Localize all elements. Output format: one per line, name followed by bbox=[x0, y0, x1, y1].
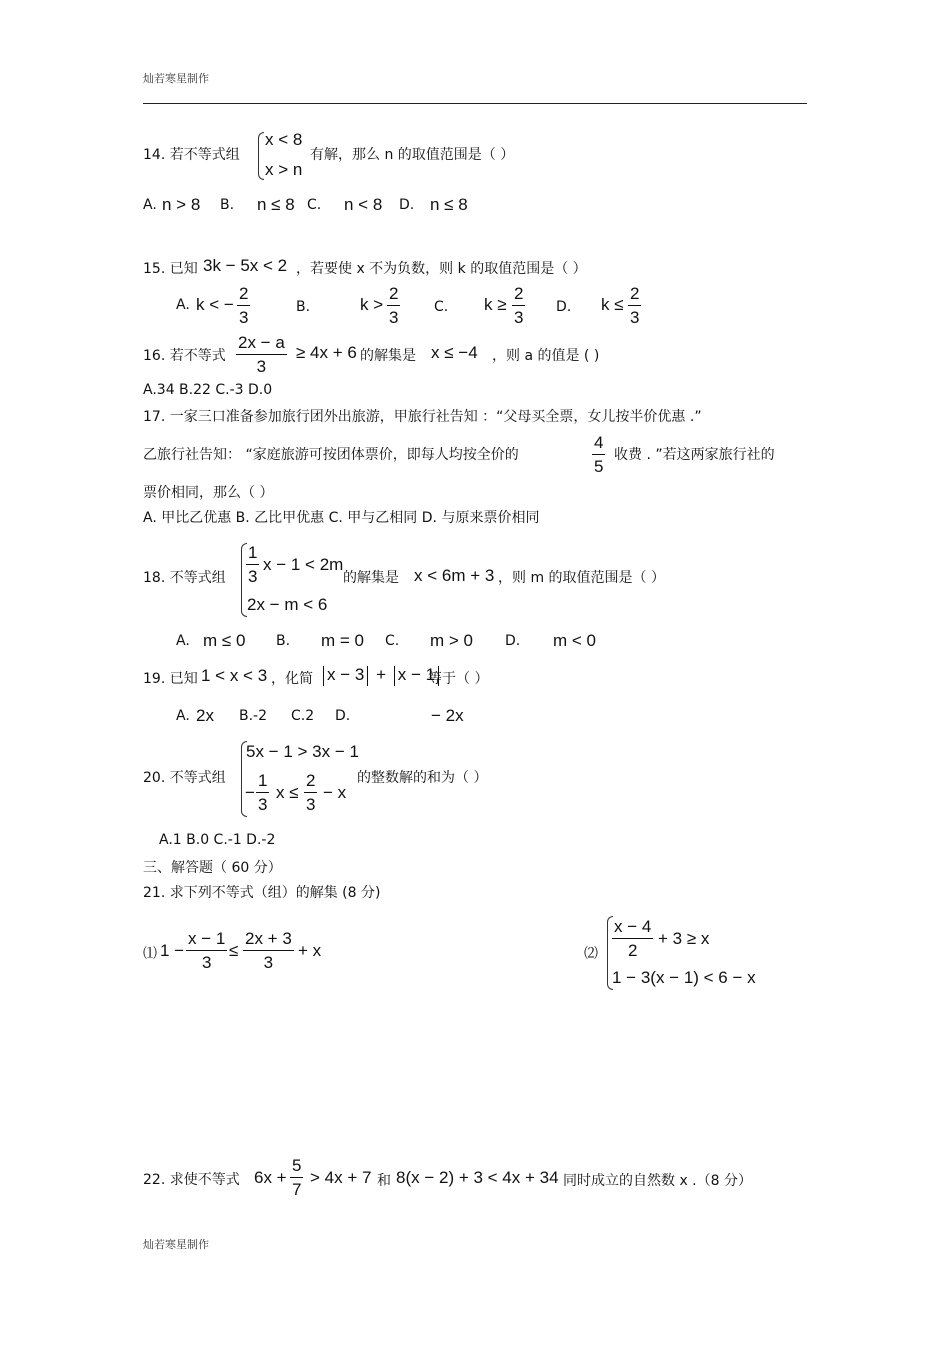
q20-l-frac bbox=[256, 771, 269, 814]
q15-c-num: 2 bbox=[512, 284, 525, 306]
q14-suffix: 有解，那么 n 的取值范围是（ ） bbox=[310, 147, 515, 163]
q18-option-b: m = 0 bbox=[321, 631, 364, 650]
q19-abs2: x − 1 bbox=[397, 665, 436, 684]
q19-plus: + bbox=[376, 665, 387, 684]
q18-option-c: m > 0 bbox=[430, 631, 473, 650]
q20-r-den: 3 bbox=[306, 795, 316, 814]
q22-e1-pre: 6x + bbox=[254, 1168, 287, 1187]
q14-a-label: A. bbox=[143, 197, 157, 213]
q15-d-num: 2 bbox=[628, 284, 641, 306]
q17-line2-post: 收费 . ”若这两家旅行社的 bbox=[614, 447, 775, 463]
q16-num: 2x − a bbox=[236, 333, 287, 355]
q22-e1-den: 7 bbox=[292, 1180, 302, 1199]
section3-title: 三、解答题（ 60 分） bbox=[143, 860, 282, 876]
q22-prefix: 22. 求使不等式 bbox=[143, 1172, 240, 1188]
q19-abs-expr bbox=[320, 665, 442, 686]
q16-mid: ≥ 4x + 6 bbox=[296, 343, 357, 362]
q17-line3: 票价相同，那么（ ） bbox=[143, 485, 274, 501]
q18-b-label: B. bbox=[276, 633, 291, 649]
q19-option-b: B.-2 bbox=[239, 708, 268, 724]
q16-text: 的解集是 bbox=[360, 348, 416, 364]
q22-e1-num: 5 bbox=[290, 1156, 303, 1178]
q19-option-a: 2x bbox=[196, 706, 214, 725]
q15-d-label: D. bbox=[556, 299, 572, 315]
q20-sys1: 5x − 1 > 3x − 1 bbox=[246, 742, 359, 761]
q21-p1-frac2 bbox=[243, 929, 294, 972]
q16-options: A.34 B.22 C.-3 D.0 bbox=[143, 382, 273, 398]
q16-den: 3 bbox=[256, 357, 267, 376]
q15-a-pre: k < − bbox=[196, 295, 234, 314]
q19-condition: 1 < x < 3 bbox=[201, 666, 268, 685]
q21-p2-frac bbox=[612, 917, 653, 960]
q14-b-label: B. bbox=[220, 197, 235, 213]
q18-d-label: D. bbox=[505, 633, 521, 649]
q15-c-pre: k ≥ bbox=[484, 295, 507, 314]
q16-frac bbox=[236, 333, 287, 376]
q18-sys2: 2x − m < 6 bbox=[247, 595, 328, 614]
abs-bar bbox=[323, 666, 324, 686]
q20-r-frac bbox=[304, 771, 317, 814]
q15-c-den: 3 bbox=[514, 308, 524, 327]
footer-maker: 灿若寒星制作 bbox=[143, 1238, 209, 1251]
header-rule bbox=[143, 103, 807, 104]
q15-b-den: 3 bbox=[389, 308, 399, 327]
header-maker: 灿若寒星制作 bbox=[143, 72, 209, 85]
q20-l-num: 1 bbox=[256, 771, 269, 793]
q20-suffix: 的整数解的和为（ ） bbox=[357, 770, 488, 786]
q15-d-den: 3 bbox=[630, 308, 640, 327]
q15-c-label: C. bbox=[434, 299, 449, 315]
q15-b-frac bbox=[387, 284, 400, 327]
q15-a-label: A. bbox=[176, 297, 190, 313]
q21-p2-post: + 3 ≥ x bbox=[658, 929, 710, 948]
q19-abs1: x − 3 bbox=[327, 665, 365, 684]
q22-e2: 8(x − 2) + 3 < 4x + 34 bbox=[396, 1168, 559, 1187]
q15-prefix: 15. 已知 bbox=[143, 261, 198, 277]
q21-p2-num: x − 4 bbox=[612, 917, 653, 939]
q15-a-frac bbox=[237, 284, 250, 327]
q15-c-frac bbox=[512, 284, 525, 327]
q15-a-den: 3 bbox=[239, 308, 249, 327]
q18-a-label: A. bbox=[176, 633, 190, 649]
q19-option-d: − 2x bbox=[431, 706, 464, 725]
q18-suffix: ，则 m 的取值范围是（ ） bbox=[498, 570, 665, 586]
q18-c-label: C. bbox=[385, 633, 400, 649]
q14-option-b: n ≤ 8 bbox=[257, 195, 295, 214]
q15-suffix: ，若要使 x 不为负数，则 k 的取值范围是（ ） bbox=[296, 261, 587, 277]
q20-l-pre: − bbox=[245, 783, 255, 802]
abs-bar bbox=[394, 666, 395, 686]
q17-frac-den: 5 bbox=[594, 457, 604, 476]
q21-p1-le: ≤ bbox=[229, 941, 239, 960]
q19-prefix: 19. 已知 bbox=[143, 671, 198, 687]
q14-option-d: n ≤ 8 bbox=[430, 195, 468, 214]
q19-option-c: C.2 bbox=[291, 708, 315, 724]
q19-mid: ，化简 bbox=[271, 671, 313, 687]
q17-frac-num: 4 bbox=[592, 433, 605, 455]
q18-option-d: m < 0 bbox=[553, 631, 596, 650]
q15-b-pre: k > bbox=[360, 295, 384, 314]
q15-b-label: B. bbox=[296, 299, 311, 315]
q20-r-num: 2 bbox=[304, 771, 317, 793]
q14-prefix: 14. 若不等式组 bbox=[143, 147, 240, 163]
q14-option-a: n > 8 bbox=[162, 195, 201, 214]
q21-p1-label: ⑴ bbox=[143, 946, 157, 962]
q15-b-num: 2 bbox=[387, 284, 400, 306]
q19-a-label: A. bbox=[176, 708, 190, 724]
q22-suffix: 同时成立的自然数 x .（8 分） bbox=[563, 1173, 752, 1189]
q18-prefix: 18. 不等式组 bbox=[143, 570, 226, 586]
q20-r-post: − x bbox=[323, 783, 347, 802]
q20-l-mid: x ≤ bbox=[276, 783, 299, 802]
q14-option-c: n < 8 bbox=[344, 195, 383, 214]
q20-options: A.1 B.0 C.-1 D.-2 bbox=[159, 832, 276, 848]
q15-a-num: 2 bbox=[237, 284, 250, 306]
q20-l-den: 3 bbox=[258, 795, 268, 814]
q17-line2-pre: 乙旅行社告知： “家庭旅游可按团体票价，即每人均按全价的 bbox=[143, 447, 519, 463]
q17-options: A. 甲比乙优惠 B. 乙比甲优惠 C. 甲与乙相同 D. 与原来票价相同 bbox=[143, 510, 540, 526]
q14-c-label: C. bbox=[307, 197, 322, 213]
q18-frac-den: 3 bbox=[248, 567, 258, 586]
q21-p1-num1: x − 1 bbox=[186, 929, 227, 951]
q21-p2-den: 2 bbox=[627, 941, 638, 960]
q21-p1-post: + x bbox=[298, 941, 322, 960]
q16-prefix: 16. 若不等式 bbox=[143, 348, 226, 364]
q22-e1-post: > 4x + 7 bbox=[310, 1168, 372, 1187]
q21-p1-frac1 bbox=[186, 929, 227, 972]
q21-p1-den2: 3 bbox=[263, 953, 274, 972]
q21-p2-line2: 1 − 3(x − 1) < 6 − x bbox=[612, 968, 756, 987]
q21-p2-label: ⑵ bbox=[584, 946, 598, 962]
q17-line1: 17. 一家三口准备参加旅行团外出旅游，甲旅行社告知 ：“父母买全票，女儿按半价优惠 .” bbox=[143, 409, 702, 425]
q18-text: 的解集是 bbox=[343, 570, 399, 586]
q21-p1-den1: 3 bbox=[201, 953, 212, 972]
q17-frac bbox=[592, 433, 605, 476]
q22-e1-frac bbox=[290, 1156, 303, 1199]
q16-solution: x ≤ −4 bbox=[431, 343, 478, 362]
q16-suffix: ，则 a 的值是 ( ) bbox=[492, 348, 600, 364]
q15-d-frac bbox=[628, 284, 641, 327]
q19-d-label: D. bbox=[335, 708, 351, 724]
q14-sys2: x > n bbox=[265, 160, 303, 179]
q18-solution: x < 6m + 3 bbox=[414, 566, 495, 585]
q21-p1-num2: 2x + 3 bbox=[243, 929, 294, 951]
q18-sys1: x − 1 < 2m bbox=[263, 555, 344, 574]
q14-d-label: D. bbox=[399, 197, 415, 213]
q20-prefix: 20. 不等式组 bbox=[143, 770, 226, 786]
q21-title: 21. 求下列不等式（组）的解集 (8 分) bbox=[143, 885, 381, 901]
q19-suffix: 等于（ ） bbox=[428, 671, 489, 687]
q15-expr: 3k − 5x < 2 bbox=[203, 256, 288, 275]
q18-frac bbox=[246, 543, 259, 586]
abs-bar bbox=[367, 666, 368, 686]
q22-and: 和 bbox=[377, 1173, 391, 1189]
q15-d-pre: k ≤ bbox=[601, 295, 624, 314]
q14-brace bbox=[258, 132, 264, 180]
q14-sys1: x < 8 bbox=[265, 130, 303, 149]
q21-p1-pre: 1 − bbox=[160, 941, 185, 960]
q18-frac-num: 1 bbox=[246, 543, 259, 565]
q18-option-a: m ≤ 0 bbox=[203, 631, 246, 650]
